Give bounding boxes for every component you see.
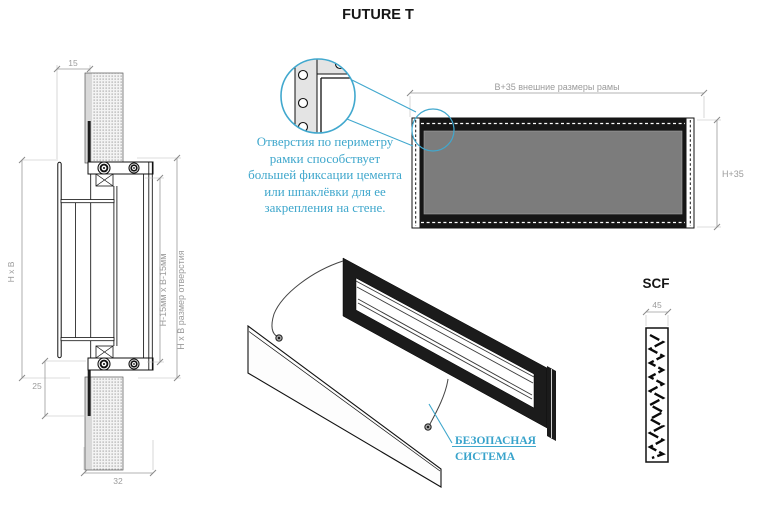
frame-front-inner [424,131,682,214]
wall-hatch [92,73,123,163]
panel-arm-bottom [61,338,114,341]
cable-clip [276,335,282,341]
front-view [407,82,744,230]
face-panel-section [58,162,114,357]
safety-cable-left [272,261,343,337]
iso-frame [343,258,547,428]
panel-face-lines [58,162,61,357]
safety-label-line1: БЕЗОПАСНАЯ [455,435,536,447]
dim-inner-opening: H-15мм x B-15мм [158,253,168,327]
wall-hatch [92,377,123,470]
panel-arm-top [61,200,114,203]
safety-cable-right [430,379,448,424]
scf-label: SCF [642,276,670,291]
dim-b35: B+35 внешние размеры рамы [494,82,620,92]
extension-lines [646,315,668,326]
anchor-plate-top [88,121,91,162]
screw [98,162,110,174]
note-line: рамки способствует [269,151,381,166]
iso-view [248,258,556,487]
dim-h35: H+35 [722,169,744,179]
note-line: Отверстия по периметру [256,134,394,149]
page-title: FUTURE T [342,7,414,23]
note-line: или шпаклёвки для ее [264,184,386,199]
cable-clip [425,424,431,430]
iso-frame-inner-lines [356,281,534,399]
dim-opening-size: H x B размер отверстия [176,250,186,350]
section-view [6,58,186,486]
frame-flange-vertical [295,56,317,134]
screw [98,358,110,370]
scf-view [643,276,672,462]
fixing-hole [299,99,308,108]
detail-note [248,134,402,215]
safety-label-line2: СИСТЕМА [455,451,516,463]
anchor-plate-bottom [88,370,91,416]
dim-15: 15 [68,58,78,68]
dim-45: 45 [652,300,662,310]
dim-hxb: H x B [6,261,16,283]
dim-32: 32 [113,476,123,486]
dim-25: 25 [32,381,42,391]
note-line: закрепления на стене. [264,200,386,215]
note-line: большей фиксации цемента [248,167,402,182]
screw [129,359,139,369]
screw [129,163,139,173]
fixing-hole [299,71,308,80]
